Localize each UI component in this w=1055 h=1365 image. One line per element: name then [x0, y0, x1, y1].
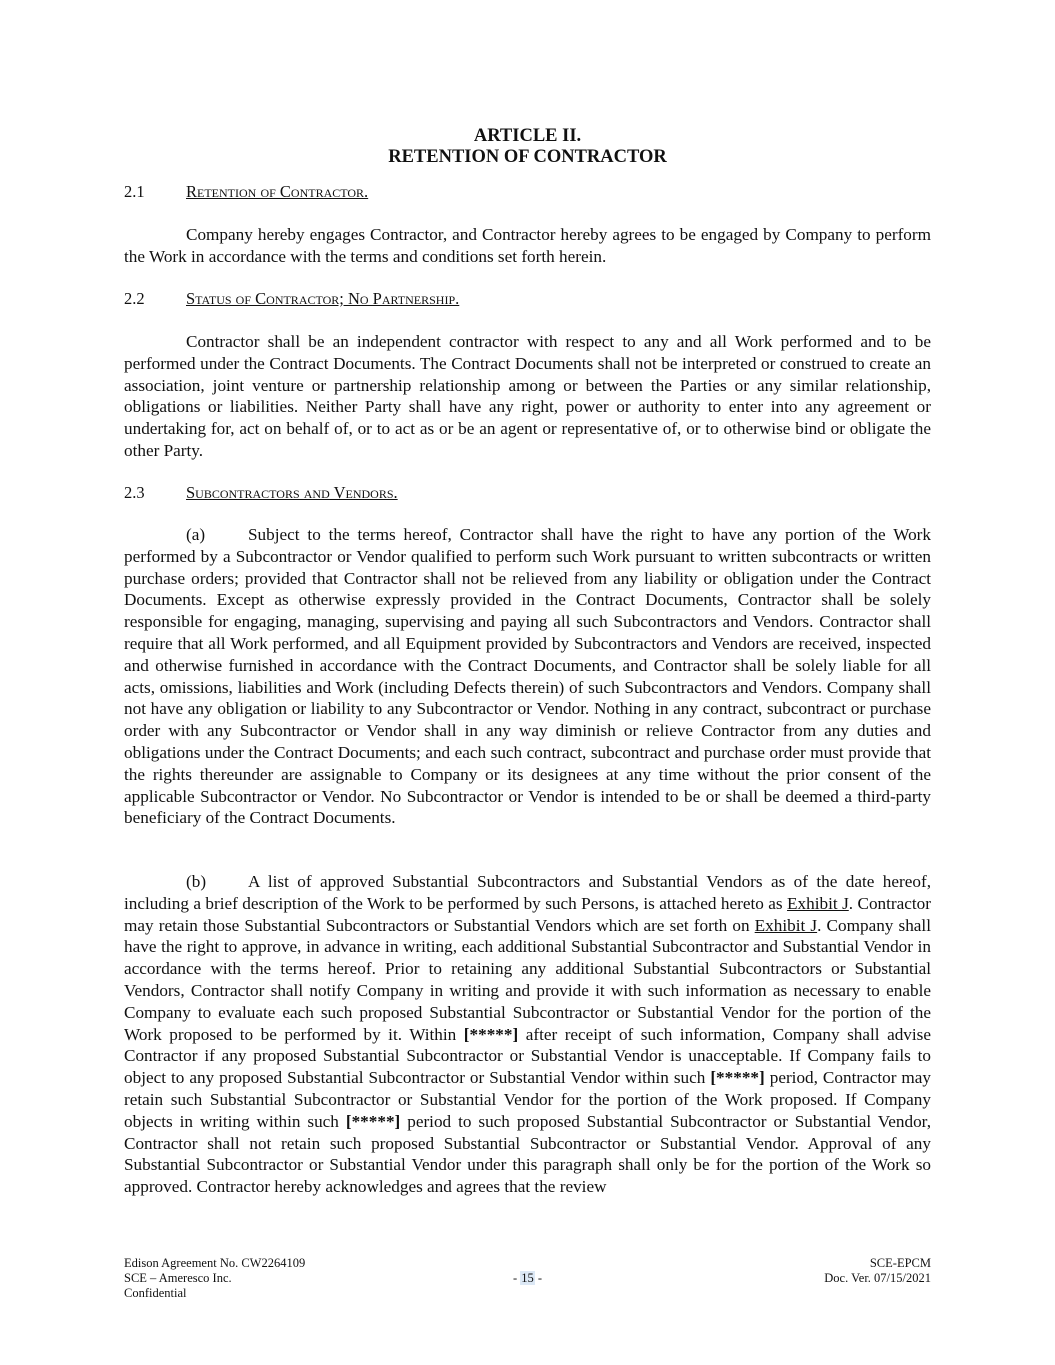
- section-number: 2.1: [124, 182, 145, 201]
- section-title: Subcontractors and Vendors.: [186, 483, 398, 502]
- exhibit-j-link[interactable]: Exhibit J: [754, 915, 818, 935]
- section-2-1-body: [124, 224, 931, 268]
- section-title: Retention of Contractor.: [186, 182, 369, 201]
- page-number-suffix: -: [534, 1271, 543, 1285]
- redacted-term: [*****]: [710, 1068, 765, 1088]
- document-code: SCE-EPCM: [869, 1256, 931, 1270]
- paragraph: Contractor shall be an independent contractor with respect to any and all Work performed and to be performed under the Contract Documents. The Contract Documents shall not be interpreted or construed to create an association, joint venture or partnership relationship among or between the Parties or any similar relationship, obligations or liabilities. Neither Party shall have any right, power or authority to enter into any agreement or undertaking for, act on behalf of, or to act as or be an agent or representative of, or to otherwise bind or obligate the other Party.: [124, 332, 931, 460]
- subparagraph-text: . Company shall have the right to approve, in advance in writing, each additional Substantial Subcontractor and Substantial Vendor in accordance with the terms hereof. Prior to retaining any additional Substantial Subcontractors or Substantial Vendors, Contractor shall notify Company in writing and provide it with such information as necessary to enable Company to evaluate each such proposed Substantial Subcontractor or Substantial Vendor for the portion of the Work proposed to be performed by it. Within: [124, 915, 931, 1044]
- section-2-1-heading: [124, 182, 368, 202]
- agreement-number: Edison Agreement No. CW2264109: [124, 1256, 306, 1270]
- article-number: ARTICLE II.: [473, 126, 582, 146]
- page-number-prefix: -: [512, 1271, 521, 1285]
- subparagraph-text: A list of approved Substantial Subcontractors and Substantial Vendors as of the date hereof, including a brief description of the Work to be performed by such Persons, is attached hereto as: [124, 872, 931, 913]
- paragraph: Company hereby engages Contractor, and Contractor hereby agrees to be engaged by Company to perform the Work in accordance with the terms and conditions set forth herein.: [124, 225, 931, 266]
- subparagraph-a: [124, 524, 931, 829]
- subparagraph-text: period to such proposed Substantial Subcontractor or Substantial Vendor, Contractor shall not retain such proposed Substantial Subcontractor or Substantial Vendor. Approval of any Substantial Subcontractor or Substantial Vendor under this paragraph shall only be for the portion of the Work so approved. Contractor hereby acknowledges and agrees that the review: [124, 1111, 932, 1197]
- article-title: RETENTION OF CONTRACTOR: [388, 147, 667, 167]
- redacted-term: [*****]: [463, 1024, 519, 1044]
- subparagraph-label: (b): [186, 872, 207, 891]
- section-2-3-b-body: [124, 871, 931, 1198]
- section-number: 2.3: [124, 483, 145, 502]
- parties: SCE – Ameresco Inc.: [124, 1271, 232, 1286]
- subparagraph-b: [124, 871, 931, 1198]
- document-version: Doc. Ver. 07/15/2021: [824, 1271, 931, 1286]
- footer-right: [824, 1256, 931, 1286]
- section-2-2-body: [124, 331, 931, 462]
- subparagraph-text: period, Contractor may retain such Substantial Subcontractor or Substantial Vendor for the portion of the Work proposed. If Company objects in writing within such: [124, 1068, 931, 1131]
- redacted-term: [*****]: [345, 1111, 401, 1131]
- page-number-value: 15: [521, 1271, 534, 1285]
- article-heading: [124, 126, 931, 168]
- subparagraph-text: . Contractor may retain those Substantial Subcontractors or Substantial Vendors which are set forth on: [124, 893, 931, 935]
- section-number: 2.2: [124, 289, 145, 308]
- exhibit-j-link[interactable]: Exhibit J: [787, 893, 849, 913]
- section-title: Status of Contractor; No Partnership.: [186, 289, 460, 308]
- subparagraph-text: after receipt of such information, Company shall advise Contractor if any proposed Substantial Subcontractor or Substantial Vendor is unacceptable. If Company fails to object to any proposed Substantial Subcontractor or Substantial Vendor within such: [124, 1024, 931, 1088]
- section-2-3-a-body: [124, 524, 931, 829]
- subparagraph-label: (a): [186, 525, 206, 544]
- section-2-2-heading: [124, 289, 459, 309]
- subparagraph-text: Subject to the terms hereof, Contractor shall have the right to have any portion of the Work performed by a Subcontractor or Vendor qualified to perform such Work pursuant to written subcontracts or written purchase orders; provided that Contractor shall not be relieved from any liability or obligation under the Contract Documents. Except as otherwise expressly provided in the Contract Documents, Contractor shall be solely responsible for engaging, managing, supervising and paying all such Subcontractors and Vendors. Contractor shall require that all Work performed, and all Equipment provided by Subcontractors and Vendors are received, inspected and otherwise furnished in accordance with the Contract Documents, and Contractor shall be solely liable for all acts, omissions, liabilities and Work (including Defects therein) of such Subcontractors and Vendors. Company shall not have any obligation or liability to any Subcontractor or Vendor. Nothing in any contract, subcontract or purchase order with any Subcontractor or Vendor shall in any way diminish or relieve Contractor from any duties and obligations under the Contract Documents; and each such contract, subcontract and purchase order must provide that the rights thereunder are assignable to Company or its designees at any time without the prior consent of the applicable Subcontractor or Vendor. No Subcontractor or Vendor is intended to be or shall be deemed a third-party beneficiary of the Contract Documents.: [124, 525, 931, 828]
- section-2-3-heading: [124, 483, 398, 503]
- page-number: [124, 1271, 931, 1286]
- confidential-label: Confidential: [124, 1286, 187, 1301]
